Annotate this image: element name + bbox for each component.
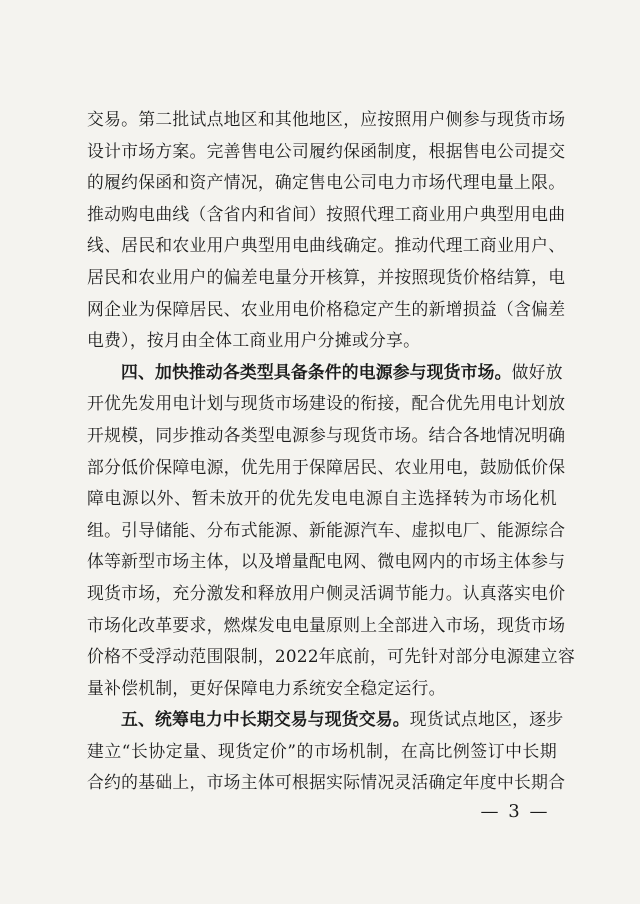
- text-line: 开优先发用电计划与现货市场建设的衔接，配合优先用电计划放: [87, 393, 566, 414]
- section-heading: 五、统筹电力中长期交易与现货交易。: [121, 709, 410, 730]
- text-line: 建立“长协定量、现货定价”的市场机制，在高比例签订中长期: [87, 740, 557, 761]
- text-line: 市场化改革要求，燃煤发电电量原则上全部进入市场，现货市场: [87, 614, 566, 635]
- text-run: 做好放: [511, 361, 563, 382]
- page-number: — 3 —: [480, 801, 550, 822]
- text-line: 开规模，同步推动各类型电源参与现货市场。结合各地情况明确: [87, 424, 566, 445]
- text-line: 组。引导储能、分布式能源、新能源汽车、虚拟电厂、能源综合: [87, 519, 566, 540]
- text-line: 部分低价保障电源，优先用于保障居民、农业用电，鼓励低价保: [87, 456, 566, 477]
- text-line: 居民和农业用户的偏差电量分开核算，并按照现货价格结算，电: [87, 266, 566, 287]
- text-line: 推动购电曲线（含省内和省间）按照代理工商业用户典型用电曲: [87, 203, 566, 224]
- text-line: 量补偿机制，更好保障电力系统安全稳定运行。: [87, 677, 446, 698]
- text-line: 现货市场，充分激发和释放用户侧灵活调节能力。认真落实电价: [87, 582, 566, 603]
- text-line: 设计市场方案。完善售电公司履约保函制度，根据售电公司提交: [87, 140, 566, 161]
- text-line: 的履约保函和资产情况，确定售电公司电力市场代理电量上限。: [87, 172, 566, 193]
- text-line: 网企业为保障居民、农业用电价格稳定产生的新增损益（含偏差: [87, 298, 566, 319]
- text-line: 障电源以外、暂未放开的优先发电电源自主选择转为市场化机: [87, 488, 557, 509]
- text-run: 现货试点地区，逐步: [409, 709, 564, 730]
- text-line: 体等新型市场主体，以及增量配电网、微电网内的市场主体参与: [87, 551, 566, 572]
- section-five-first-line: [87, 704, 564, 736]
- text-line: 线、居民和农业用户典型用电曲线确定。推动代理工商业用户、: [87, 235, 566, 256]
- document-body: [87, 104, 576, 799]
- text-line: 交易。第二批试点地区和其他地区，应按照用户侧参与现货市场: [87, 109, 566, 129]
- text-line: 合约的基础上，市场主体可根据实际情况灵活确定年度中长期合: [87, 772, 566, 793]
- text-line: 电费），按月由全体工商业用户分摊或分享。: [87, 330, 421, 351]
- section-heading: 四、加快推动各类型具备条件的电源参与现货市场。: [121, 361, 512, 382]
- text-line: 价格不受浮动范围限制，2022年底前，可先针对部分电源建立容: [87, 646, 576, 667]
- section-four-first-line: [87, 357, 563, 389]
